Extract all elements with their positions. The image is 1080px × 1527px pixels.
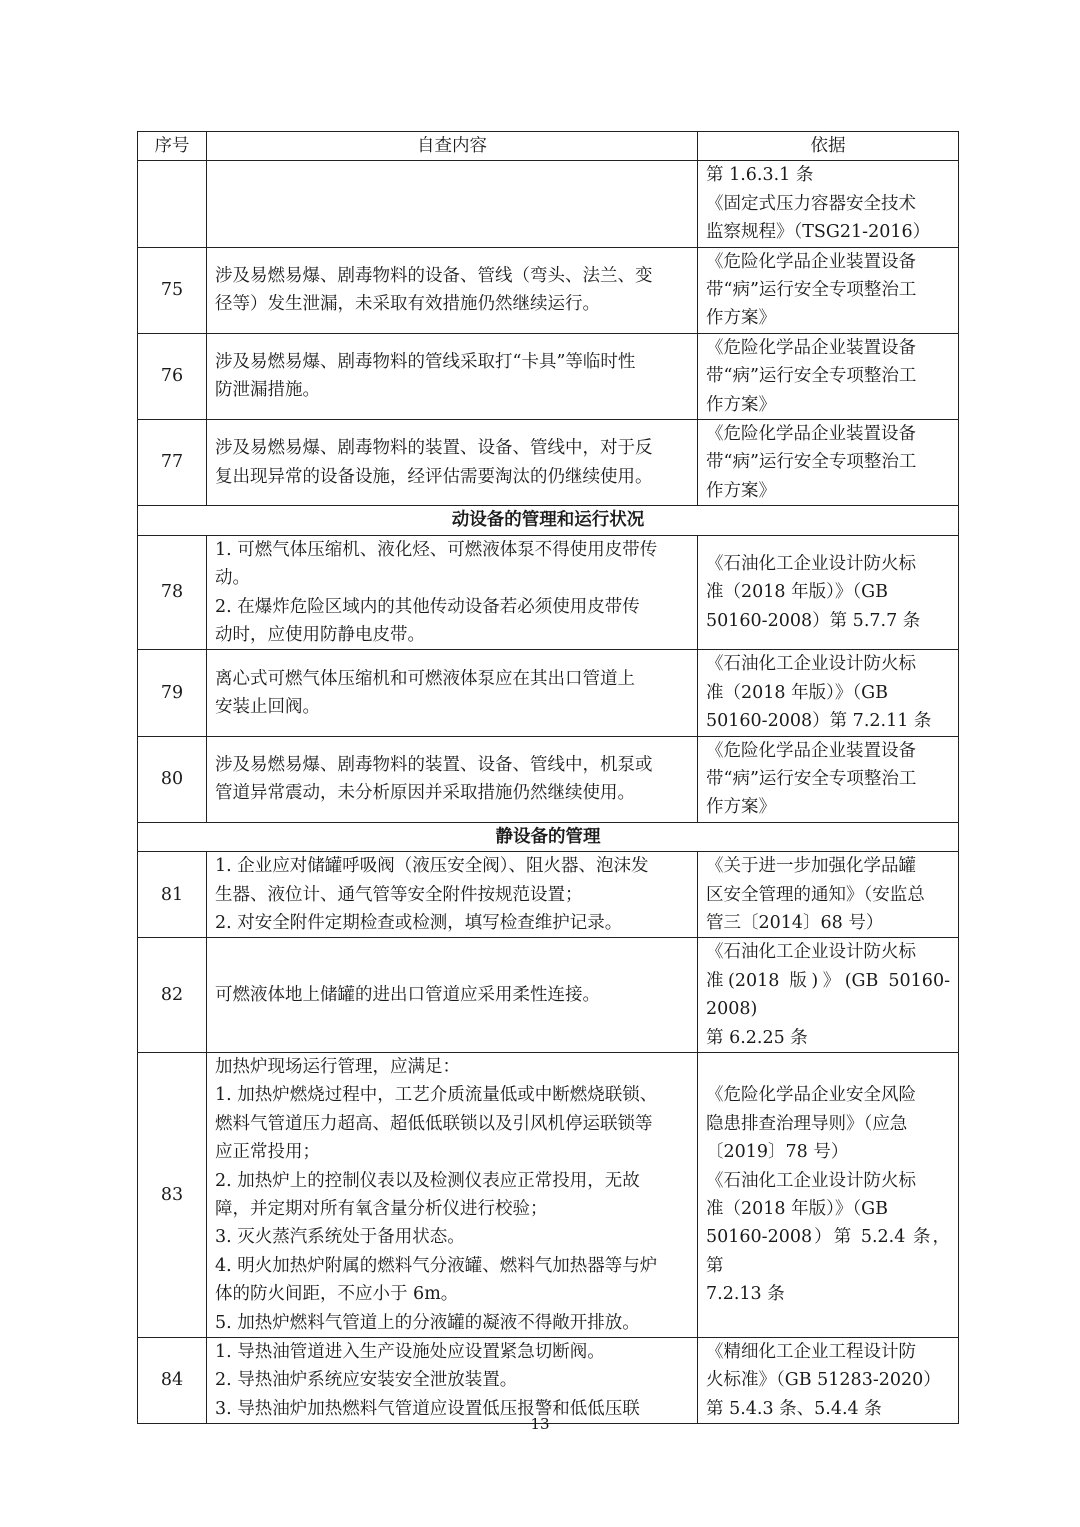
basis-line: 区安全管理的通知》（安监总: [706, 884, 925, 905]
content-line: 1. 加热炉燃烧过程中，工艺介质流量低或中断燃烧联锁、: [215, 1085, 658, 1106]
basis-reference: [698, 535, 959, 650]
basis-line: 50160-2008）第 5.2.4 条，第: [706, 1227, 950, 1276]
section-title: 静设备的管理: [138, 822, 959, 851]
basis-reference: [698, 333, 959, 419]
row-number: 81: [138, 852, 207, 938]
section-title: 动设备的管理和运行状况: [138, 506, 959, 535]
basis-line: 准(2018 版)》(GB 50160-2008): [706, 970, 950, 1020]
content-line: 3. 导热油炉加热燃料气管道应设置低压报警和低低压联: [215, 1398, 640, 1419]
basis-reference: [698, 1053, 959, 1338]
table-row: [138, 420, 959, 506]
table-row: [138, 1338, 959, 1424]
page-number: 13: [530, 1415, 550, 1433]
basis-line: 监察规程》（TSG21-2016）: [706, 222, 931, 243]
basis-line: 管三〔2014〕68 号）: [706, 912, 884, 933]
basis-reference: [698, 247, 959, 333]
check-content: [207, 736, 698, 822]
content-line: 4. 明火加热炉附属的燃料气分液罐、燃料气加热器等与炉: [215, 1255, 658, 1276]
content-line: 涉及易燃易爆、剧毒物料的设备、管线（弯头、法兰、变: [215, 265, 653, 286]
basis-line: 第 5.4.3 条、5.4.4 条: [706, 1398, 882, 1419]
row-number: 82: [138, 938, 207, 1053]
row-number: 83: [138, 1053, 207, 1338]
basis-line: 7.2.13 条: [706, 1284, 785, 1305]
content-line: 2. 加热炉上的控制仪表以及检测仪表应正常投用，无故: [215, 1170, 640, 1191]
row-number: [138, 161, 207, 247]
self-check-table: [137, 131, 959, 1424]
header-no: 序号: [138, 132, 207, 161]
check-content: [207, 247, 698, 333]
content-line: 2. 导热油炉系统应安装安全泄放装置。: [215, 1370, 518, 1391]
basis-line: 《石油化工企业设计防火标: [706, 942, 916, 963]
content-line: 1. 导热油管道进入生产设施处应设置紧急切断阀。: [215, 1342, 605, 1363]
basis-line: 作方案》: [706, 797, 776, 818]
basis-line: 带“病”运行安全专项整治工: [706, 452, 917, 473]
content-line: 径等）发生泄漏，未采取有效措施仍然继续运行。: [215, 294, 600, 315]
content-line: 2. 在爆炸危险区域内的其他传动设备若必须使用皮带传: [215, 596, 640, 617]
content-line: 动时，应使用防静电皮带。: [215, 624, 425, 645]
basis-line: 50160-2008）第 5.7.7 条: [706, 610, 921, 631]
basis-line: 准（2018 年版）》（GB: [706, 582, 888, 603]
section-row: [138, 506, 959, 535]
table-row: [138, 852, 959, 938]
table-row: [138, 247, 959, 333]
basis-reference: [698, 420, 959, 506]
basis-line: 准（2018 年版）》（GB: [706, 1199, 888, 1220]
row-number: 78: [138, 535, 207, 650]
basis-line: 隐患排查治理导则》（应急: [706, 1113, 908, 1134]
table-row: [138, 333, 959, 419]
content-line: 复出现异常的设备设施，经评估需要淘汰的仍继续使用。: [215, 466, 653, 487]
content-line: 燃料气管道压力超高、超低低联锁以及引风机停运联锁等: [215, 1113, 653, 1134]
basis-line: 50160-2008）第 7.2.11 条: [706, 711, 932, 732]
content-line: 1. 企业应对储罐呼吸阀（液压安全阀）、阻火器、泡沫发: [215, 856, 649, 877]
content-line: 2. 对安全附件定期检查或检测，填写检查维护记录。: [215, 912, 623, 933]
basis-line: 作方案》: [706, 394, 776, 415]
basis-line: 《石油化工企业设计防火标: [706, 654, 916, 675]
check-content: [207, 852, 698, 938]
content-line: 可燃液体地上储罐的进出口管道应采用柔性连接。: [215, 984, 600, 1005]
basis-line: 《石油化工企业设计防火标: [706, 1170, 916, 1191]
basis-reference: [698, 852, 959, 938]
basis-line: 《关于进一步加强化学品罐: [706, 856, 916, 877]
row-number: 80: [138, 736, 207, 822]
content-line: 防泄漏措施。: [215, 380, 320, 401]
content-line: 障，并定期对所有氧含量分析仪进行校验；: [215, 1199, 548, 1220]
basis-reference: [698, 650, 959, 736]
content-line: 离心式可燃气体压缩机和可燃液体泵应在其出口管道上: [215, 668, 635, 689]
basis-line: 带“病”运行安全专项整治工: [706, 768, 917, 789]
content-line: 涉及易燃易爆、剧毒物料的装置、设备、管线中，对于反: [215, 438, 653, 459]
content-line: 3. 灭火蒸汽系统处于备用状态。: [215, 1227, 465, 1248]
content-line: 动。: [215, 568, 250, 589]
table-row: [138, 736, 959, 822]
basis-line: 《石油化工企业设计防火标: [706, 553, 916, 574]
check-content: [207, 333, 698, 419]
basis-reference: [698, 938, 959, 1053]
basis-line: 《危险化学品企业安全风险: [706, 1085, 916, 1106]
row-number: 84: [138, 1338, 207, 1424]
section-row: [138, 822, 959, 851]
row-number: 79: [138, 650, 207, 736]
basis-reference: [698, 736, 959, 822]
table-row: [138, 938, 959, 1053]
check-content: [207, 161, 698, 247]
basis-line: 〔2019〕78 号）: [706, 1142, 849, 1163]
content-line: 涉及易燃易爆、剧毒物料的装置、设备、管线中，机泵或: [215, 754, 653, 775]
row-number: 76: [138, 333, 207, 419]
basis-line: 《精细化工企业工程设计防: [706, 1342, 916, 1363]
basis-line: 火标准》（GB 51283-2020）: [706, 1370, 941, 1391]
header-content: 自查内容: [207, 132, 698, 161]
basis-line: 《危险化学品企业装置设备: [706, 337, 916, 358]
content-line: 管道异常震动，未分析原因并采取措施仍然继续使用。: [215, 783, 635, 804]
check-content: [207, 650, 698, 736]
table-row: [138, 650, 959, 736]
content-line: 应正常投用；: [215, 1142, 320, 1163]
table-body: [138, 161, 959, 1424]
check-content: [207, 1338, 698, 1424]
content-line: 体的防火间距，不应小于 6m。: [215, 1284, 459, 1305]
row-number: 77: [138, 420, 207, 506]
basis-reference: [698, 1338, 959, 1424]
content-line: 安装止回阀。: [215, 696, 320, 717]
content-line: 生器、液位计、通气管等安全附件按规范设置；: [215, 884, 583, 905]
check-content: [207, 1053, 698, 1338]
table-row: [138, 535, 959, 650]
table-row: [138, 1053, 959, 1338]
basis-line: 《危险化学品企业装置设备: [706, 251, 916, 272]
header-basis: 依据: [698, 132, 959, 161]
basis-line: 带“病”运行安全专项整治工: [706, 366, 917, 387]
basis-line: 《固定式压力容器安全技术: [706, 193, 916, 214]
basis-reference: [698, 161, 959, 247]
content-line: 涉及易燃易爆、剧毒物料的管线采取打“卡具”等临时性: [215, 352, 636, 373]
content-line: 5. 加热炉燃料气管道上的分液罐的凝液不得敞开排放。: [215, 1312, 640, 1333]
basis-line: 《危险化学品企业装置设备: [706, 740, 916, 761]
table-row: [138, 161, 959, 247]
basis-line: 作方案》: [706, 308, 776, 329]
basis-line: 带“病”运行安全专项整治工: [706, 280, 917, 301]
basis-line: 《危险化学品企业装置设备: [706, 424, 916, 445]
content-line: 加热炉现场运行管理，应满足：: [215, 1057, 460, 1077]
basis-line: 作方案》: [706, 480, 776, 501]
check-content: [207, 938, 698, 1053]
check-content: [207, 420, 698, 506]
basis-line: 第 6.2.25 条: [706, 1027, 808, 1048]
table-header-row: [138, 132, 959, 161]
content-line: 1. 可燃气体压缩机、液化烃、可燃液体泵不得使用皮带传: [215, 539, 658, 560]
row-number: 75: [138, 247, 207, 333]
basis-line: 准（2018 年版）》（GB: [706, 682, 888, 703]
basis-line: 第 1.6.3.1 条: [706, 165, 814, 186]
check-content: [207, 535, 698, 650]
